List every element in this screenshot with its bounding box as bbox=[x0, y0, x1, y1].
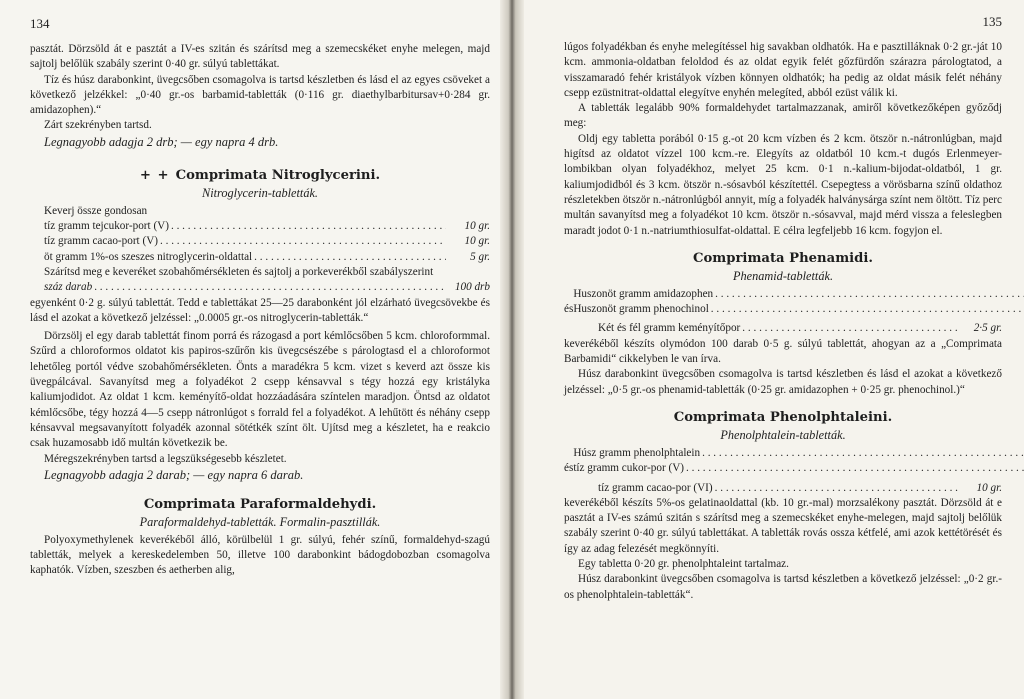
paragraph: Polyoxymethylenek keverékéből álló, körülbelül 1 gr. súlyú, fehér színű, formaldehyd-szagú tabletták, melyek a kereskedelemben 50, illetve 100 darabonkint bádogdobozban csomagolva kaphatók. Vízben, szeszben és aetherben alig, bbox=[30, 533, 490, 577]
paragraph: Húsz darabonkint üvegcsőben csomagolva is tartsd készletben és lásd el azokat a következő jelzéssel: „0·5 gr.-os phenamid-tabletták (0·25 gr. amidazophen + 0·25 gr. phenochinol.)“ bbox=[564, 368, 1002, 396]
ingredient-row: Huszonöt gramm amidazophen . . . bbox=[573, 287, 1024, 302]
section-heading-phenamidi: Comprimata Phenamidi. bbox=[693, 250, 873, 266]
page-number-right: 135 bbox=[982, 14, 1002, 29]
paragraph: Egy tabletta 0·20 gr. phenolphtaleint tartalmaz. bbox=[578, 558, 789, 571]
paragraph: Méregszekrényben tartsd a legszükségesebb készletet. bbox=[44, 452, 287, 465]
ingredient-row: Húsz gramm phenolphtalein . . . bbox=[573, 446, 1024, 461]
section-heading-paraformaldehydi: Comprimata Paraformaldehydi. bbox=[143, 496, 377, 512]
section-heading-phenolphtaleini: Comprimata Phenolphtaleini. bbox=[673, 409, 893, 425]
paragraph: keverékéből készíts 5%-os gelatinaoldattal (kb. 10 gr.-mal) morzsalékony pasztát. Dörzsöld át e pasztát a IV-es számú szitán s szárítsd meg a szemecskéket enyhe-melegen, majd sajtolj belőlük szabály szerint 0·40 gr. súlyú tablettákat. A tabletták rovás ossza kétfelé, ami azok kettétörését és így az adag felezését megkönnyíti. bbox=[564, 496, 1002, 555]
paragraph: Szárítsd meg e keveréket szobahőmérsékleten és sajtolj a porkeverékből szabályszerint bbox=[44, 265, 434, 278]
section-subheading: Paraformaldehyd-tabletták. Formalin-pasztillák. bbox=[139, 514, 381, 529]
ingredient-row: tíz gramm cukor-por (V) . . . bbox=[573, 461, 1024, 476]
conjunction-label: és bbox=[564, 302, 574, 315]
ingredient-row: Huszonöt gramm phenochinol . . . bbox=[573, 302, 1024, 317]
ingredient-group bbox=[564, 446, 1002, 477]
left-page bbox=[0, 0, 508, 699]
paragraph: lúgos folyadékban és enyhe melegítéssel hig savakban oldhatók. Ha e pasztilláknak 0·2 gr.-ját 10 kcm. ammonia-oldatban feloldod és az oldat egyik felét gőzfürdőn szárazra párologtatod, a visszamaradó fehér kristályok vízben könnyen oldhatók; ha pedig az oldat másik felét néhány csepp ezüstnitrat-oldattal elegyítve enyhén melegíted, abból ezüst válik ki. bbox=[564, 41, 1002, 99]
paragraph: pasztát. Dörzsöld át e pasztát a IV-es szitán és szárítsd meg a szemecskéket enyhe melegen, majd sajtolj belőlük szabály szerint 0·40 gr. súlyú tablettákat. bbox=[30, 43, 490, 71]
section-heading-nitroglycerini: + + Comprimata Nitroglycerini. bbox=[139, 167, 381, 183]
right-page bbox=[516, 0, 1024, 699]
paragraph: Zárt szekrényben tartsd. bbox=[44, 119, 152, 132]
count-row: száz darab . . . 100 drb bbox=[30, 280, 490, 295]
ingredient-row: tíz gramm tejcukor-port (V) . . . 10 gr. bbox=[30, 219, 490, 234]
paragraph: egyenként 0·2 g. súlyú tablettát. Tedd e tablettákat 25—25 darabonként jól elzárható üvegcsövekbe és lásd el azokat a következő jelzéssel: „0.0005 gr.-os nitroglycerin-tabletták.“ bbox=[30, 296, 490, 324]
ingredient-row: tíz gramm cacao-por (VI) . . . 10 gr. bbox=[564, 481, 1002, 496]
dosage-note: Legnagyobb adagja 2 darab; — egy napra 6 darab. bbox=[44, 467, 304, 482]
section-subheading: Phenolphtalein-tabletták. bbox=[720, 427, 846, 442]
book-gutter bbox=[500, 0, 524, 699]
double-cross-icon: + + bbox=[139, 167, 170, 183]
ingredient-group bbox=[564, 287, 1002, 318]
ingredient-row: Két és fél gramm keményítőpor . . . 2·5 gr. bbox=[564, 321, 1002, 336]
ingredient-row: tíz gramm cacao-port (V) . . . 10 gr. bbox=[30, 234, 490, 249]
ingredient-row: öt gramm 1%-os szeszes nitroglycerin-oldattal . . . 5 gr. bbox=[30, 250, 490, 265]
paragraph: Keverj össze gondosan bbox=[44, 204, 148, 217]
paragraph: Dörzsölj el egy darab tablettát finom porrá és rázogasd a port kémlőcsőben 5 kcm. chloroformmal. Szűrd a chloroformos oldatot kis papiros-szűrőn kis üvegcsészébe s párologtasd el a chloroformot lehetőleg portól védve szobahőmérsékleten. Önts a maradékra 5 kcm. vizet s keverd azt össze kis üvegpálcával. Savanyítsd meg a folyadékot 2 csepp kénsavval s tégy hozzá egy kristályka kaliumjodidot. Az oldat 1 kcm. keményítő-oldat hozzáadására színtelen maradjon. Öntsd az oldatot kémlőcsőbe, tégy hozzá 4—5 csepp nátronlúgot s forrald fel a folyadékot. A lehűtött és néhány csepp kénsavval megsavanyított folyadék azonnal sötétkék színt ölt. Ujítsd meg a készletet, ha e reakcio csak huzamosabb idő multán következik be. bbox=[30, 330, 490, 450]
paragraph: A tabletták legalább 90% formaldehydet tartalmazzanak, amiről következőképen győződj meg: bbox=[564, 102, 1002, 130]
paragraph: Húsz darabonkint üvegcsőben csomagolva is tartsd készletben a következő jelzéssel: „0·2 gr.-os phenolphtalein-tabletták“. bbox=[564, 573, 1002, 601]
conjunction-label: és bbox=[564, 461, 574, 474]
paragraph: Oldj egy tabletta porából 0·15 g.-ot 20 kcm vízben és 2 kcm. ötször n.-nátronlúgban, majd higítsd az oldatot vízzel 100 kcm.-re. Elegyíts az oldatból 10 kcm.-t dugós Erlenmeyer-lombikban olyan folyadékhoz, melyet 25 kcm. 0·1 n.-kalium-bijodat-oldatból, 1 gr. kaliumjodidból és 3 kcm. ötször n.-sósavból készítettél. Csepegtess a vörösbarna színű oldathoz részletekben ötször n.-nátronlúgból annyit, míg a folyadék halványsárga színt nem öltött. Tíz perc multán savanyítsd meg a folyadékot 10 kcm. ötször n.-sósavval, majd mérd vissza a feleslegben maradt jodot 0·1 n.-natriumthiosulfat-oldattal. E célra legfeljebb 16 kcm. fogyjon el. bbox=[564, 132, 1002, 237]
page-number-left: 134 bbox=[30, 16, 50, 31]
paragraph: keverékéből készíts olymódon 100 darab 0·5 g. súlyú tablettát, ahogyan az a „Comprimata Barbamidi“ cikkelyben le van írva. bbox=[564, 337, 1002, 366]
section-subheading: Nitroglycerin-tabletták. bbox=[202, 185, 318, 200]
section-subheading: Phenamid-tabletták. bbox=[732, 268, 834, 283]
dosage-note: Legnagyobb adagja 2 drb; — egy napra 4 drb. bbox=[44, 134, 279, 149]
paragraph: Tíz és húsz darabonkint, üvegcsőben csomagolva is tartsd készletben és lásd el az egyes csöveket a következő jelzékkel: „0·40 gr.-os barbamid-tabletták (0·116 gr. diaethylbarbitursav+0·284 gr. amidazophen).“ bbox=[30, 73, 490, 117]
